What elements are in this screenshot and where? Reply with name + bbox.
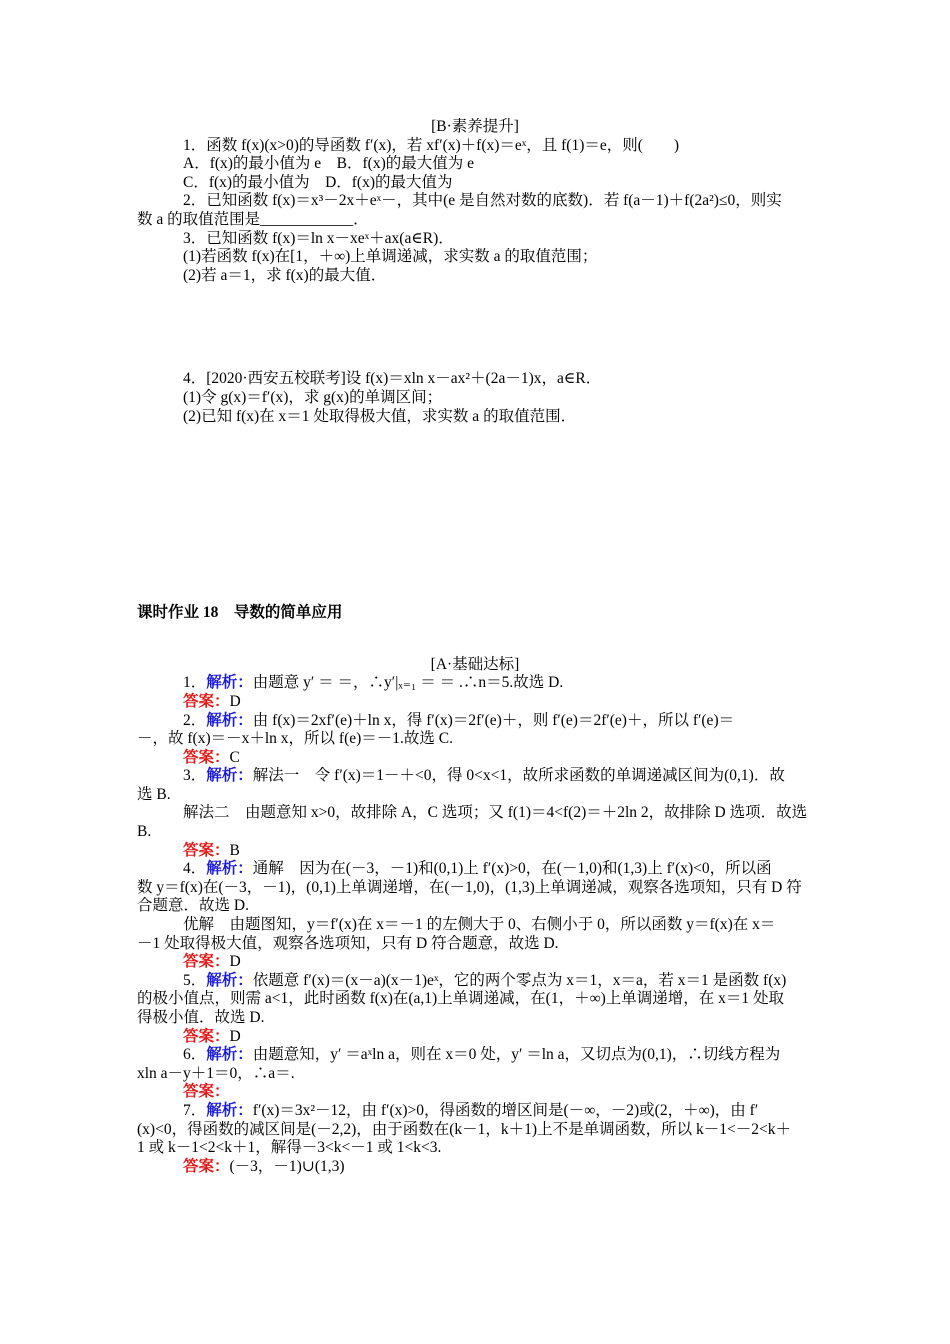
answer-label: 答案： [183, 692, 230, 710]
jiexi-label: 解析： [206, 971, 253, 989]
solution-3-method2: 解法二 由题意知 x>0，故排除 A，C 选项；又 f(1)＝4<f(2)＝＋2ln 2，故排除 D 选项．故选 [183, 804, 808, 822]
section-a-header: [A·基础达标] [430, 655, 520, 673]
answer-7: 答案：(－3，－1)∪(1,3) [183, 1157, 345, 1175]
solution-4-alt: 优解 由题图知，y＝f′(x)在 x＝－1 的左侧大于 0、右侧小于 0，所以函数 y＝f(x)在 x＝ [183, 916, 776, 934]
jiexi-label: 解析： [206, 1101, 253, 1119]
answer-label: 答案： [183, 841, 230, 859]
page-content [137, 118, 813, 1176]
q2-stem-line2: 数 a 的取值范围是____________． [137, 210, 369, 228]
q1-stem: 1．函数 f(x)(x>0)的导函数 f′(x)，若 xf′(x)＋f(x)＝eˣ，且 f(1)＝e，则( ) [183, 136, 680, 154]
solution-7-cont2: 1 或 k－1<2<k＋1，解得－3<k<－1 或 1<k<3. [137, 1139, 442, 1157]
lesson-title: 课时作业 18 导数的简单应用 [137, 604, 343, 622]
q3-part1: (1)若函数 f(x)在[1，＋∞)上单调递减，求实数 a 的取值范围； [183, 248, 598, 266]
solution-4: 4．解析：通解 因为在(－3，－1)和(0,1)上 f′(x)>0，在(－1,0)和(1,3)上 f′(x)<0，所以函 [183, 860, 772, 878]
solution-5: 5．解析：依题意 f′(x)＝(x－a)(x－1)eˣ，它的两个零点为 x＝1，x＝a，若 x＝1 是函数 f(x) [183, 971, 787, 989]
jiexi-label: 解析： [206, 1046, 253, 1064]
jiexi-label: 解析： [206, 860, 253, 878]
q4-part1: (1)令 g(x)＝f′(x)，求 g(x)的单调区间； [183, 388, 443, 406]
answer-1: 答案：D [183, 692, 241, 710]
q2-stem-line1: 2．已知函数 f(x)＝x³－2x＋eˣ－，其中(e 是自然对数的底数)．若 f(a－1)＋f(2a²)≤0，则实 [183, 192, 782, 210]
solution-5-cont: 的极小值点，则需 a<1，此时函数 f(x)在(a,1)上单调递减，在(1，＋∞)上单调递增，在 x＝1 处取 [137, 990, 785, 1008]
q4-part2: (2)已知 f(x)在 x＝1 处取得极大值，求实数 a 的取值范围． [183, 407, 577, 425]
solution-1: 1．解析：由题意 y′ ＝ ＝，∴y′|ₓ₌₁ ＝ ＝ .∴n＝5.故选 D. [183, 674, 564, 692]
q3-stem: 3．已知函数 f(x)＝ln x－xeˣ＋ax(a∈R)． [183, 229, 454, 247]
solution-2: 2．解析：由 f(x)＝2xf′(e)＋ln x，得 f′(x)＝2f′(e)＋，则 f′(e)＝2f′(e)＋，所以 f′(e)＝ [183, 711, 735, 729]
answer-space [137, 285, 813, 370]
answer-label: 答案： [183, 953, 230, 971]
solution-4-cont: 数 y＝f(x)在(－3，－1)，(0,1)上单调递增，在(－1,0)，(1,3)上单调递减，观察各选项知，只有 D 符 [137, 878, 802, 896]
answer-2: 答案：C [183, 748, 240, 766]
q1-options-ab: A．f(x)的最小值为 e B．f(x)的最大值为 e [183, 155, 475, 173]
answer-3: 答案：B [183, 841, 240, 859]
solution-3: 3．解析：解法一 令 f′(x)＝1－＋<0，得 0<x<1，故所求函数的单调递减区间为(0,1)．故 [183, 767, 785, 785]
answer-5: 答案：D [183, 1027, 241, 1045]
solution-4-alt-cont: －1 处取得极大值，观察各选项知，只有 D 符合题意，故选 D. [137, 934, 559, 952]
section-b-header: [B·素养提升] [431, 118, 519, 135]
answer-label: 答案： [183, 748, 230, 766]
answer-6 [137, 1083, 813, 1102]
jiexi-label: 解析： [206, 674, 253, 692]
q3-part2: (2)若 a＝1，求 f(x)的最大值． [183, 266, 387, 284]
solution-3-method2-cont: B. [137, 823, 152, 841]
q4-stem: 4．[2020·西安五校联考]设 f(x)＝xln x－ax²＋(2a－1)x，a∈R． [183, 370, 602, 388]
spacer [137, 623, 813, 656]
solution-5-cont2: 得极小值．故选 D. [137, 1009, 265, 1026]
answer-label: 答案： [183, 1083, 230, 1101]
answer-label: 答案： [183, 1157, 230, 1175]
solution-6-cont: xln a－y＋1＝0，∴a＝. [137, 1064, 295, 1082]
solution-7: 7．解析：f′(x)＝3x²－12，由 f′(x)>0，得函数的增区间是(－∞，－2)或(2，＋∞)，由 f′ [183, 1101, 759, 1119]
solution-2-cont: －，故 f(x)＝－x＋ln x，所以 f(e)＝－1.故选 C. [137, 730, 453, 748]
solution-7-cont: (x)<0，得函数的减区间是(－2,2)，由于函数在(k－1，k＋1)上不是单调函数，所以 k－1<－2<k＋ [137, 1120, 791, 1138]
answer-label: 答案： [183, 1027, 230, 1045]
jiexi-label: 解析： [206, 767, 253, 785]
solution-6: 6．解析：由题意知，y′ ＝aˣln a，则在 x＝0 处，y′ ＝ln a，又切点为(0,1)，∴切线方程为 [183, 1046, 781, 1064]
solution-4-cont2: 合题意．故选 D. [137, 897, 249, 915]
q1-options-cd: C．f(x)的最小值为 D．f(x)的最大值为 [183, 173, 453, 191]
answer-4: 答案：D [183, 953, 241, 971]
jiexi-label: 解析： [206, 711, 253, 729]
solution-3-cont: 选 B. [137, 785, 171, 803]
answer-space [137, 426, 813, 600]
